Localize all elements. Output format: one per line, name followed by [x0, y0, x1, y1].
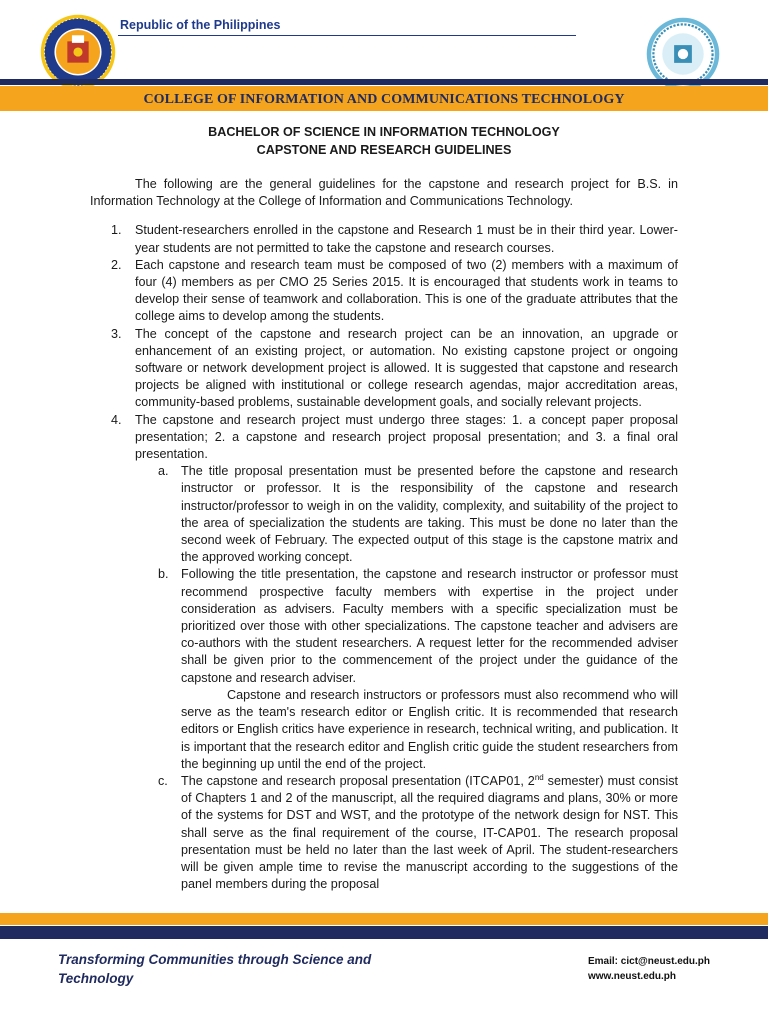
header-divider — [118, 35, 576, 36]
sub-item — [135, 463, 678, 566]
item-number: 3. — [111, 326, 122, 341]
list-item — [90, 257, 678, 326]
item-text: The concept of the capstone and research project can be an innovation, an upgrade or enhancement of an existing project, or automation. No existing capstone project or ongoing software or network development project is allowed. It is suggested that capstone and research projects be aligned with institutional or college research agendas, major accreditation areas, community-based problems, sustainable development goals, and socially relevant projects. — [135, 326, 678, 410]
sub-item-text-part: The capstone and research proposal presentation (ITCAP01, 2 — [181, 773, 535, 788]
sub-item-letter: c. — [158, 773, 168, 788]
sub-item-paragraph: Capstone and research instructors or professors must also recommend who will serve as the team's research editor or English critic. It is recommended that research editors or English critics have experience in research, technical writing, and publication. It is important that the research editor and English critic guide the student researchers from the beginning up until the end of the project. — [181, 687, 679, 771]
guidelines-list — [90, 222, 678, 893]
list-item — [90, 222, 678, 256]
document-body — [90, 176, 678, 893]
sub-item-letter: a. — [158, 464, 169, 479]
republic-label: Republic of the Philippines — [120, 18, 281, 32]
guidelines-title: CAPSTONE AND RESEARCH GUIDELINES — [256, 143, 512, 157]
sub-item-text — [181, 774, 678, 891]
sub-item-letter: b. — [158, 567, 169, 582]
item-text: The capstone and research project must undergo three stages: 1. a concept paper proposal presentation; 2. a capstone and research project proposal presentation; and 3. a final oral presentation. — [135, 412, 678, 462]
sub-item-text: The title proposal presentation must be presented before the capstone and research instructor or professor. It is the responsibility of the capstone and research instructor/professor to weigh in on the validity, complexity, and suitability of the project to the area of specialization the students are taking. This must be done no later than the second week of February. The expected output of this stage is the capstone matrix and the approved working concept. — [181, 464, 678, 565]
item-text: Each capstone and research team must be composed of two (2) members with a maximum of four (4) members as per CMO 25 Series 2015. It is encouraged that students work in teams to develop their sense of teamwork and collaboration. This is one of the graduate attributes that the college aims to develop among the students. — [135, 257, 678, 324]
sub-item-text-part: semester) must consist of Chapters 1 and 2 of the manuscript, all the required diagrams and plans, 30% or more of the systems for DST and WST, and the prototype of the network design for NST. This shall serve as the final requirement of the course, IT-CAP01. The research proposal presentation must be held no later than the last week of April. The student-researchers will be given ample time to revise the manuscript according to the suggestions of the panel members during the proposal — [181, 773, 679, 892]
sub-item-text: Following the title presentation, the capstone and research instructor or professor must recommend prospective faculty members with expertise in the project under consideration as advisers. Faculty members with a specific specialization must be prioritized over those with other specializations. The capstone teacher and advisers are co-authors with the student researchers. A request letter for the recommended adviser shall be given prior to the commencement of the project under the guidance of the capstone and research adviser. — [181, 567, 678, 685]
sub-list — [135, 463, 678, 893]
college-name: COLLEGE OF INFORMATION AND COMMUNICATIONS TECHNOLOGY — [143, 92, 625, 107]
item-number: 4. — [111, 412, 122, 427]
intro-paragraph: The following are the general guidelines for the capstone and research project for B.S. in Information Technology at the College of Information and Communications Technology. — [90, 177, 678, 209]
sub-item — [135, 566, 678, 772]
footer-band-orange — [0, 913, 768, 925]
sub-item — [135, 773, 678, 893]
header-band-navy — [0, 79, 768, 85]
program-title: BACHELOR OF SCIENCE IN INFORMATION TECHNOLOGY — [208, 125, 560, 139]
footer-slogan: Transforming Communities through Science and Technology — [58, 952, 372, 986]
ordinal-suffix: nd — [534, 772, 544, 782]
list-item — [90, 326, 678, 412]
email-link[interactable]: Email: cict@neust.edu.ph — [588, 956, 710, 967]
item-number: 2. — [111, 257, 122, 272]
item-text: Student-researchers enrolled in the capstone and Research 1 must be in their third year. Lower-year students are not permitted to take the capstone and research courses. — [135, 223, 678, 255]
item-number: 1. — [111, 223, 122, 238]
footer-band-navy — [0, 926, 768, 939]
website-link[interactable]: www.neust.edu.ph — [588, 971, 676, 982]
list-item — [90, 412, 678, 894]
footer-contact — [588, 954, 710, 984]
